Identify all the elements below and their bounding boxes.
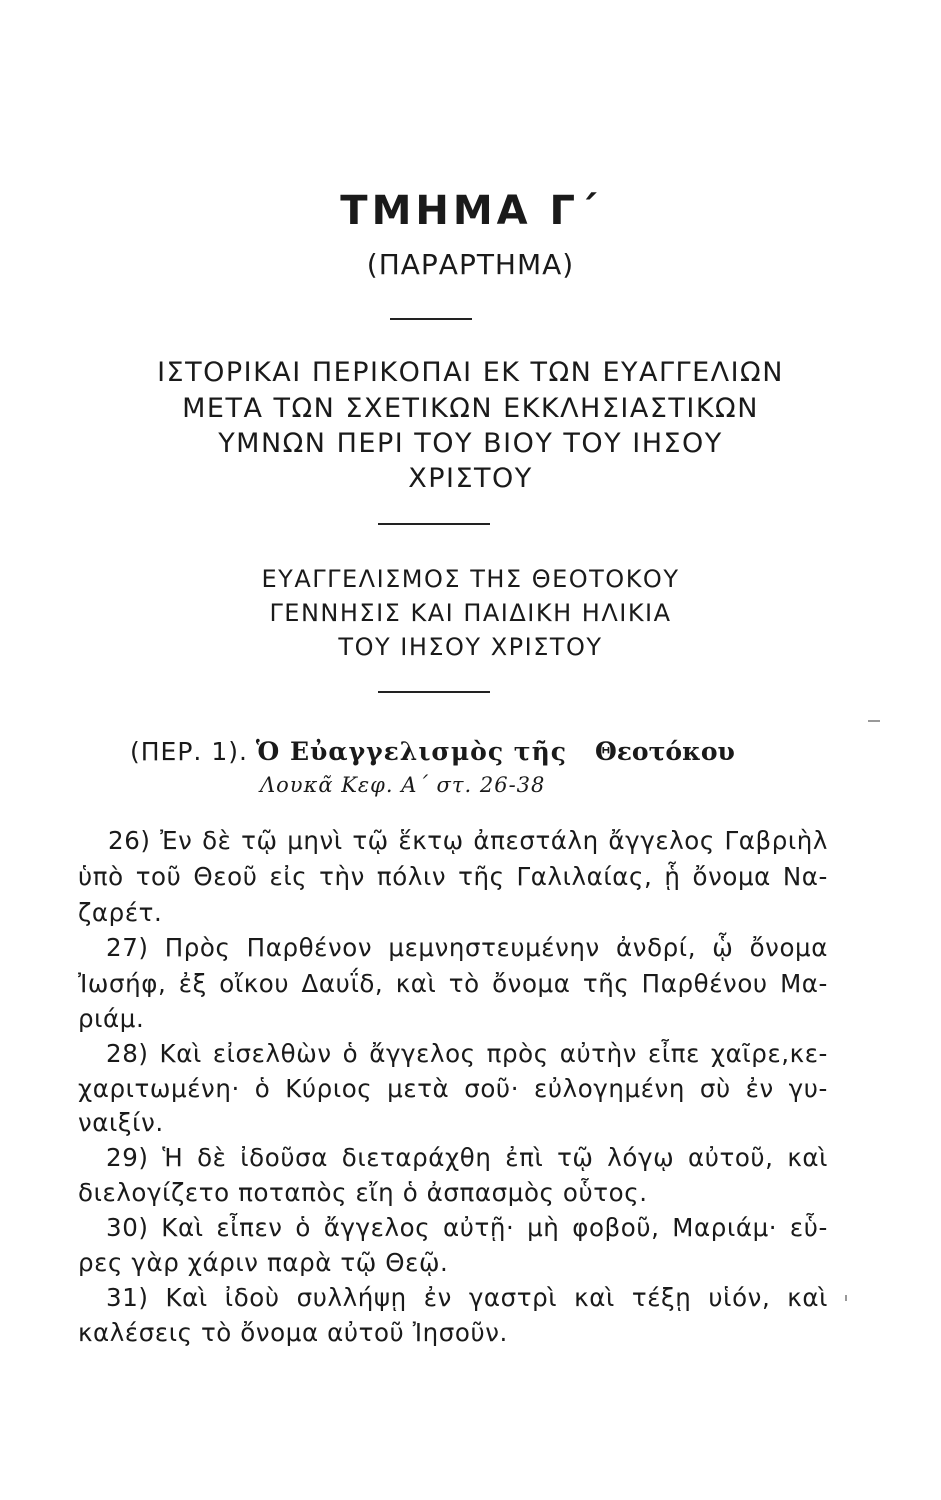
verse-line: 30) Καὶ εἶπεν ὁ ἄγγελος αὐτῇ· μὴ φοβοῦ, Μαριάμ· εὗ- — [106, 1213, 828, 1242]
verse-line: 31) Καὶ ἰδοὺ συλλήψῃ ἐν γαστρὶ καὶ τέξῃ υἱόν, καὶ — [106, 1283, 828, 1312]
subsection-heading-line: ΕΥΑΓΓΕΛΙΣΜΟΣ ΤΗΣ ΘΕΟΤΟΚΟΥ — [261, 565, 680, 593]
divider — [378, 523, 490, 525]
subsection-heading-line: ΓΕΝΝΗΣΙΣ ΚΑΙ ΠΑΙΔΙΚΗ ΗΛΙΚΙΑ — [269, 599, 672, 627]
scripture-reference: Λουκᾶ Κεφ. Α΄ στ. 26-38 — [260, 773, 546, 797]
divider — [378, 691, 490, 693]
scan-speck — [868, 720, 880, 722]
page-title: ΤΜΗΜΑ Γ΄ — [340, 188, 601, 234]
pericope-title: Ὁ Εὐαγγελισμὸς τῆς — [255, 737, 567, 766]
verse-line: ναιξίν. — [78, 1108, 164, 1137]
section-heading-line: ΥΜΝΩΝ ΠΕΡΙ ΤΟΥ ΒΙΟΥ ΤΟΥ ΙΗΣΟΥ — [218, 428, 723, 459]
verse-line: 27) Πρὸς Παρθένον μεμνηστευμένην ἀνδρί, ᾧ ὄνομα — [106, 933, 828, 962]
section-heading-line: ΜΕΤΑ ΤΩΝ ΣΧΕΤΙΚΩΝ ΕΚΚΛΗΣΙΑΣΤΙΚΩΝ — [182, 393, 759, 424]
pericope-number: (ΠΕΡ. 1). — [130, 737, 248, 766]
section-heading-line: ΧΡΙΣΤΟΥ — [408, 463, 533, 494]
page-subtitle: (ΠΑΡΑΡΤΗΜΑ) — [366, 248, 575, 281]
verse-line: Ἰωσήφ, ἐξ οἴκου Δαυΐδ, καὶ τὸ ὄνομα τῆς Παρθένου Μα- — [78, 969, 828, 998]
verse-line: καλέσεις τὸ ὄνομα αὐτοῦ Ἰησοῦν. — [78, 1318, 508, 1347]
pericope-title-end: Θεοτόκου — [594, 737, 735, 766]
verse-line: 29) Ἡ δὲ ἰδοῦσα διεταράχθη ἐπὶ τῷ λόγῳ αὐτοῦ, καὶ — [106, 1143, 828, 1172]
verse-line: χαριτωμένη· ὁ Κύριος μετὰ σοῦ· εὐλογημένη σὺ ἐν γυ- — [78, 1074, 828, 1103]
section-heading-line: ΙΣΤΟΡΙΚΑΙ ΠΕΡΙΚΟΠΑΙ ΕΚ ΤΩΝ ΕΥΑΓΓΕΛΙΩΝ — [157, 357, 784, 388]
verse-line: ρες γὰρ χάριν παρὰ τῷ Θεῷ. — [78, 1248, 449, 1277]
verse-line: ὑπὸ τοῦ Θεοῦ εἰς τὴν πόλιν τῆς Γαλιλαίας, ᾗ ὄνομα Να- — [78, 862, 828, 891]
pericope-heading — [130, 737, 735, 766]
verse-line: 26) Ἐν δὲ τῷ μηνὶ τῷ ἕκτῳ ἀπεστάλη ἄγγελος Γαβριὴλ — [108, 826, 828, 855]
verse-line: 28) Καὶ εἰσελθὼν ὁ ἄγγελος πρὸς αὐτὴν εἶπε χαῖρε,κε- — [106, 1039, 828, 1068]
verse-line: διελογίζετο ποταπὸς εἴη ὁ ἀσπασμὸς οὗτος. — [78, 1178, 648, 1207]
subsection-heading-line: ΤΟΥ ΙΗΣΟΥ ΧΡΙΣΤΟΥ — [338, 633, 603, 661]
divider — [390, 318, 472, 320]
verse-line: ριάμ. — [78, 1004, 145, 1033]
verse-line: ζαρέτ. — [78, 898, 163, 927]
scan-speck — [845, 1295, 847, 1301]
